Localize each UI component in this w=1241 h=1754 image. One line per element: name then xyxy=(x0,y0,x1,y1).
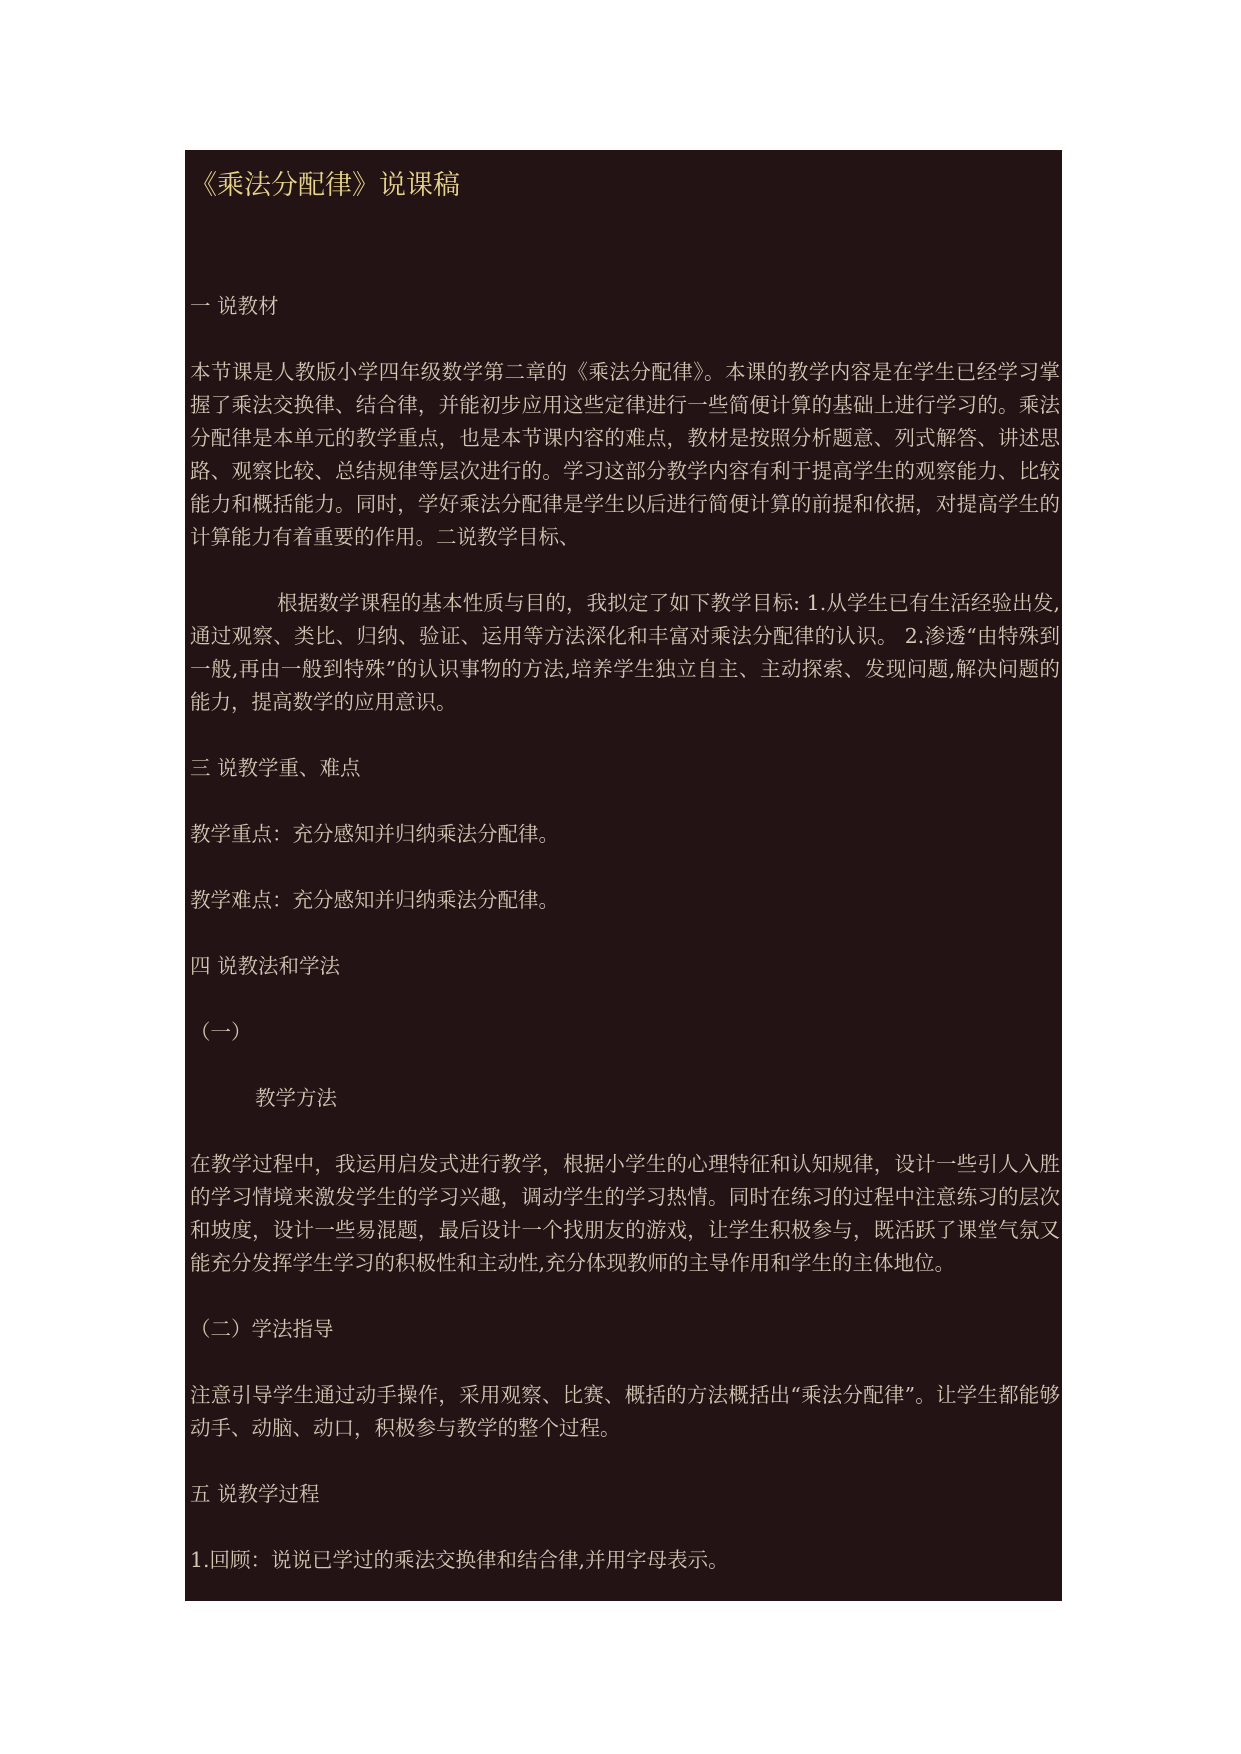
document-page xyxy=(185,150,1062,1601)
paragraph-process-step-1: 1.回顾：说说已学过的乘法交换律和结合律,并用字母表示。 xyxy=(190,1548,729,1572)
paragraph-textbook: 本节课是人教版小学四年级数学第二章的《乘法分配律》。本课的教学内容是在学生已经学习掌握了乘法交换律、结合律，并能初步应用这些定律进行一些简便计算的基础上进行学习的。乘法分配律是本单元的教学重点，也是本节课内容的难点，教材是按照分析题意、列式解答、讲述思路、观察比较、总结规律等层次进行的。学习这部分教学内容有利于提高学生的观察能力、比较能力和概括能力。同时，学好乘法分配律是学生以后进行简便计算的前提和依据，对提高学生的计算能力有着重要的作用。二说教学目标、 xyxy=(190,360,1060,549)
section-heading-process: 五 说教学过程 xyxy=(190,1482,320,1506)
document-title: 《乘法分配律》说课稿 xyxy=(190,170,460,201)
subsection-heading-teaching-method: 教学方法 xyxy=(255,1086,337,1110)
paragraph-key-point: 教学重点：充分感知并归纳乘法分配律。 xyxy=(190,822,559,846)
paragraph-difficult-point: 教学难点：充分感知并归纳乘法分配律。 xyxy=(190,888,559,912)
section-heading-key-points: 三 说教学重、难点 xyxy=(190,756,361,780)
paragraph-teaching-method: 在教学过程中，我运用启发式进行教学，根据小学生的心理特征和认知规律，设计一些引人入胜的学习情境来激发学生的学习兴趣，调动学生的学习热情。同时在练习的过程中注意练习的层次和坡度，设计一些易混题，最后设计一个找朋友的游戏，让学生积极参与，既活跃了课堂气氛又能充分发挥学生学习的积极性和主动性,充分体现教师的主导作用和学生的主体地位。 xyxy=(190,1152,1060,1275)
paragraph-learning-guidance: 注意引导学生通过动手操作，采用观察、比赛、概括的方法概括出“乘法分配律”。让学生都能够动手、动脑、动口，积极参与教学的整个过程。 xyxy=(190,1383,1060,1440)
section-heading-textbook: 一 说教材 xyxy=(190,294,279,318)
subsection-marker-one: （一） xyxy=(190,1020,252,1044)
section-heading-methods: 四 说教法和学法 xyxy=(190,954,341,978)
subsection-heading-learning-guidance: （二）学法指导 xyxy=(190,1317,334,1341)
paragraph-objectives: 根据数学课程的基本性质与目的，我拟定了如下教学目标: 1.从学生已有生活经验出发,通过观察、类比、归纳、验证、运用等方法深化和丰富对乘法分配律的认识。 2.渗透“由特殊到一般,再由一般到特殊”的认识事物的方法,培养学生独立自主、主动探索、发现问题,解决问题的能力，提高数学的应用意识。 xyxy=(190,591,1060,714)
